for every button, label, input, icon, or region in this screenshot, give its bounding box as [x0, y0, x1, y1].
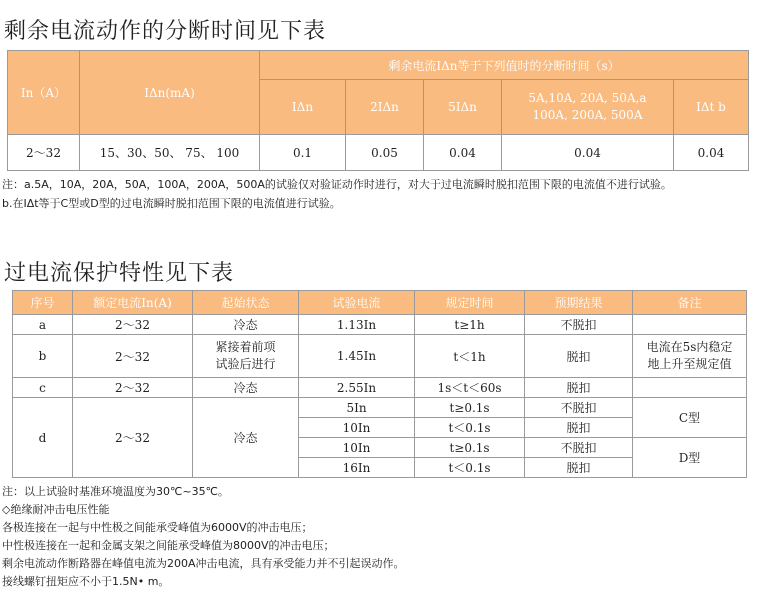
row-d3-time: t≥0.1s — [415, 438, 525, 458]
row-c-current: 2.55In — [299, 378, 415, 398]
row-d4-result: 脱扣 — [525, 458, 633, 478]
row-d1-result: 不脱扣 — [525, 398, 633, 418]
row-d-no: d — [13, 398, 73, 478]
section2-note-insulation: ◇绝缘耐冲击电压性能 — [2, 503, 110, 516]
section2-note-temp: 注：以上试验时基准环境温度为30℃~35℃。 — [2, 485, 229, 498]
row-d3-current: 10In — [299, 438, 415, 458]
overcurrent-table — [12, 290, 747, 478]
header-state: 起始状态 — [193, 291, 299, 315]
cell-idn: 15、30、50、 75、 100 — [80, 135, 260, 171]
row-a-current: 1.13In — [299, 315, 415, 335]
row-a-no: a — [13, 315, 73, 335]
header-time: 规定时间 — [415, 291, 525, 315]
section2-note-torque: 接线螺钉扭矩应不小于1.5N• m。 — [2, 575, 170, 588]
row-d2-current: 10In — [299, 418, 415, 438]
cell-idt: 0.04 — [674, 135, 749, 171]
row-a-time: t≥1h — [415, 315, 525, 335]
row-b-rated: 2～32 — [73, 335, 193, 378]
row-c-result: 脱扣 — [525, 378, 633, 398]
section1-title: 剩余电流动作的分断时间见下表 — [4, 19, 327, 44]
row-b-current: 1.45In — [299, 335, 415, 378]
row-c-remark — [633, 378, 747, 398]
header-result: 预期结果 — [525, 291, 633, 315]
row-a-remark — [633, 315, 747, 335]
row-d3-result: 不脱扣 — [525, 438, 633, 458]
row-d-rated: 2～32 — [73, 398, 193, 478]
row-c-state: 冷态 — [193, 378, 299, 398]
header-rated: 额定电流In(A) — [73, 291, 193, 315]
header-in: In（A） — [8, 51, 80, 135]
section2-note-neutral: 中性极连接在一起和金属支架之间能承受峰值为8000V的冲击电压； — [2, 539, 335, 552]
row-d1-current: 5In — [299, 398, 415, 418]
section1-note-b: b.在IΔt等于C型或D型的过电流瞬时脱扣范围下限的电流值进行试验。 — [2, 197, 341, 210]
header-no: 序号 — [13, 291, 73, 315]
row-d-remark-d: D型 — [633, 438, 747, 478]
section2-title: 过电流保护特性见下表 — [4, 261, 235, 286]
subheader-fixed-currents: 5A,10A, 20A, 50A,a 100A, 200A, 500A — [502, 80, 674, 135]
row-b-time: t＜1h — [415, 335, 525, 378]
row-b-remark: 电流在5s内稳定 地上升至规定值 — [633, 335, 747, 378]
section1-note-a: 注：a.5A，10A，20A，50A，100A，200A，500A的试验仅对验证动作时进行，对大于过电流瞬时脱扣范围下限的电流值不进行试验。 — [2, 178, 672, 191]
row-b-state: 紧接着前项 试验后进行 — [193, 335, 299, 378]
row-d2-time: t＜0.1s — [415, 418, 525, 438]
row-d-state: 冷态 — [193, 398, 299, 478]
row-a-result: 不脱扣 — [525, 315, 633, 335]
header-test-current: 试验电流 — [299, 291, 415, 315]
section2-note-poles: 各极连接在一起与中性极之间能承受峰值为6000V的冲击电压； — [2, 521, 313, 534]
row-d2-result: 脱扣 — [525, 418, 633, 438]
row-c-time: 1s＜t＜60s — [415, 378, 525, 398]
subheader-1x: IΔn — [260, 80, 346, 135]
row-d4-time: t＜0.1s — [415, 458, 525, 478]
row-c-no: c — [13, 378, 73, 398]
row-b-result: 脱扣 — [525, 335, 633, 378]
cell-2x: 0.05 — [346, 135, 424, 171]
subheader-idt: IΔt b — [674, 80, 749, 135]
row-d-remark-c: C型 — [633, 398, 747, 438]
section2-note-surge: 剩余电流动作断路器在峰值电流为200A冲击电流，具有承受能力并不引起误动作。 — [2, 557, 405, 570]
header-idn: IΔn(mA) — [80, 51, 260, 135]
cell-in: 2～32 — [8, 135, 80, 171]
header-group: 剩余电流IΔn等于下列值时的分断时间（s） — [260, 51, 749, 80]
row-a-state: 冷态 — [193, 315, 299, 335]
row-d4-current: 16In — [299, 458, 415, 478]
cell-5x: 0.04 — [424, 135, 502, 171]
row-c-rated: 2～32 — [73, 378, 193, 398]
header-remark: 备注 — [633, 291, 747, 315]
breaking-time-table — [7, 50, 749, 171]
subheader-5x: 5IΔn — [424, 80, 502, 135]
cell-1x: 0.1 — [260, 135, 346, 171]
row-b-no: b — [13, 335, 73, 378]
row-a-rated: 2～32 — [73, 315, 193, 335]
subheader-2x: 2IΔn — [346, 80, 424, 135]
row-d1-time: t≥0.1s — [415, 398, 525, 418]
cell-fixed: 0.04 — [502, 135, 674, 171]
